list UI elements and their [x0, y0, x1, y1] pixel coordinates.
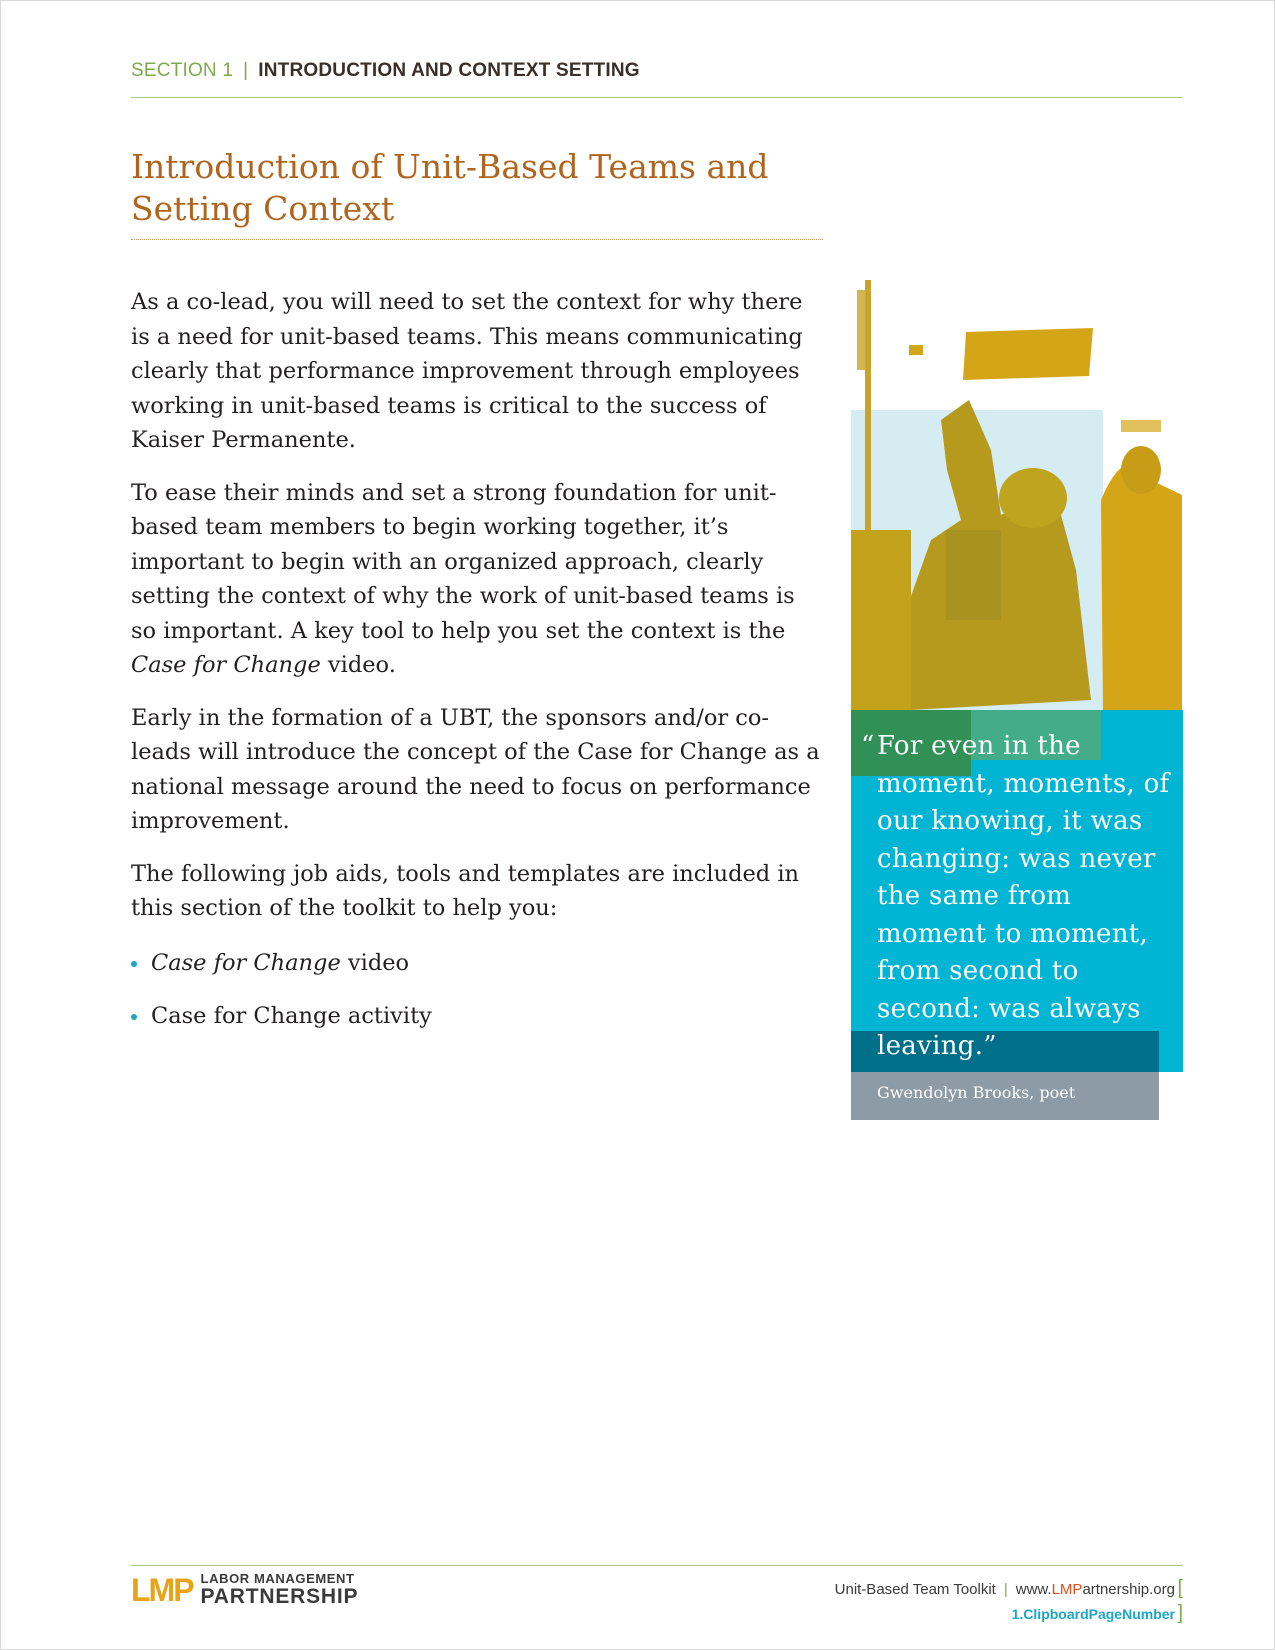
lmp-logo — [131, 1572, 358, 1607]
bracket-close: ] — [1177, 1602, 1183, 1624]
quote-text: For even in the moment, moments, of our knowing, it was changing: was never the same from moment to moment, from second to second: was always leaving.” — [877, 731, 1170, 1061]
page-title-line2: Setting Context — [131, 189, 395, 228]
section-number: SECTION 1 — [131, 60, 234, 81]
title-divider — [131, 239, 823, 240]
photo-person-right — [1101, 464, 1182, 710]
page-title-line1: Introduction of Unit-Based Teams and — [131, 147, 769, 186]
page-title — [131, 146, 831, 230]
footer-separator: | — [1003, 1581, 1008, 1598]
body-copy — [131, 285, 821, 1053]
bullet-2-text: Case for Change activity — [151, 1003, 432, 1029]
footer-url[interactable]: www.LMPartnership.org — [1015, 1581, 1175, 1598]
quote-attribution: Gwendolyn Brooks, poet — [877, 1083, 1076, 1102]
lmp-logo-text — [201, 1572, 359, 1607]
tools-list — [131, 946, 821, 1034]
open-quote-mark: “ — [861, 731, 875, 761]
paragraph-2 — [131, 476, 821, 683]
bracket-open: [ — [1177, 1577, 1183, 1599]
paragraph-2-end: video. — [320, 652, 396, 678]
footer-divider — [131, 1565, 1183, 1566]
pull-quote — [861, 728, 1181, 1066]
section-title: INTRODUCTION AND CONTEXT SETTING — [258, 60, 640, 81]
paragraph-3: Early in the formation of a UBT, the sponsors and/or co-leads will introduce the concept of the Case for Change as a national message around the need to focus on performance improvement. — [131, 704, 820, 834]
paragraph-4: The following job aids, tools and templates are included in this section of the toolkit to help you: — [131, 860, 800, 921]
paragraph-1: As a co-lead, you will need to set the context for why there is a need for unit-based teams. This means communicating clearly that performance improvement through employees working in unit-based teams is critical to the success of Kaiser Permanente. — [131, 289, 803, 453]
logo-line-2: PARTNERSHIP — [200, 1585, 359, 1608]
bullet-1-italic: Case for Change — [151, 949, 341, 976]
list-item — [131, 999, 821, 1034]
bullet-1-rest: video — [340, 949, 410, 976]
logo-line-1: LABOR MANAGEMENT — [200, 1571, 355, 1586]
case-for-change-title: Case for Change — [131, 652, 321, 678]
footer-doc-name: Unit-Based Team Toolkit — [834, 1581, 996, 1598]
photo-sign — [963, 328, 1093, 380]
header-divider — [131, 97, 1183, 98]
list-item — [131, 946, 821, 981]
lmp-logo-mark: LMP — [131, 1571, 193, 1608]
footer-info — [835, 1581, 1175, 1598]
section-header — [131, 60, 640, 82]
header-separator: | — [243, 60, 249, 81]
page-number: 1.ClipboardPageNumber — [1011, 1606, 1175, 1622]
paragraph-2-start: To ease their minds and set a strong foundation for unit-based team members to begin working together, it’s important to begin with an organized approach, clearly setting the context of why the work of unit-based teams is so important. A key tool to help you set the context is the — [131, 479, 795, 644]
